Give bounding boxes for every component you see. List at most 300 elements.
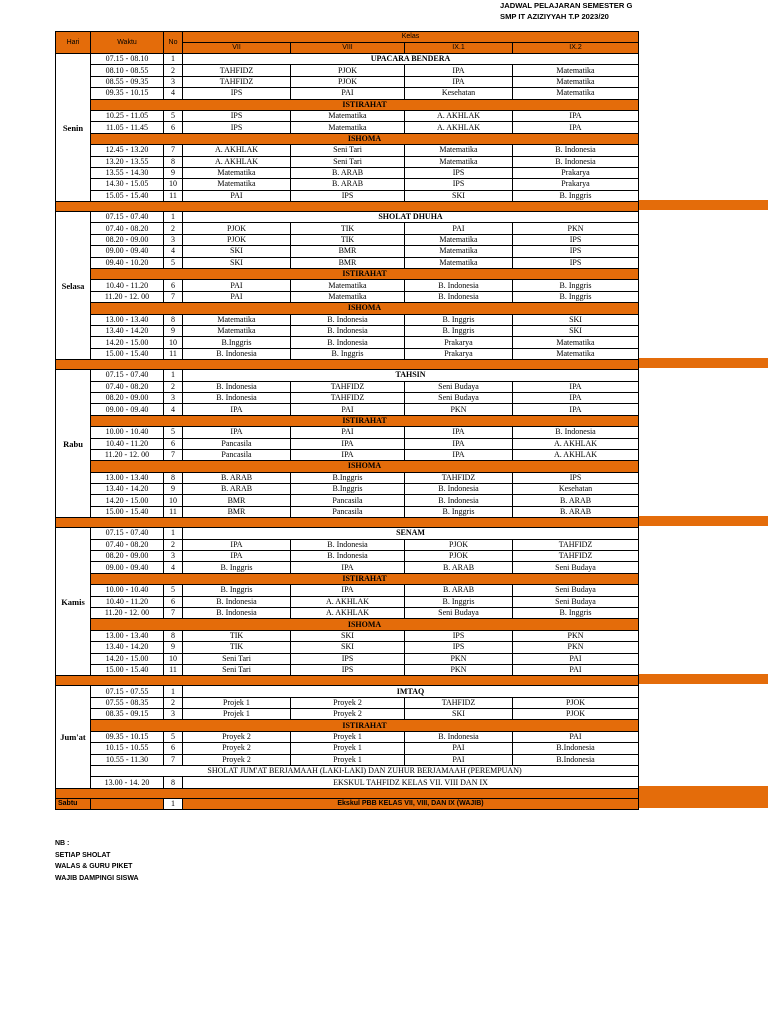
subject-cell: IPS — [513, 472, 639, 483]
period-number: 5 — [164, 257, 183, 268]
time-cell: 12.45 - 13.20 — [91, 145, 164, 156]
subject-cell: A. AKHLAK — [291, 596, 405, 607]
subject-cell: B. ARAB — [513, 506, 639, 517]
time-cell: 07.55 - 08.35 — [91, 697, 164, 708]
subject-cell: A. AKHLAK — [513, 449, 639, 460]
header-waktu: Waktu — [91, 32, 164, 54]
schedule-row — [56, 257, 639, 268]
subject-cell: IPA — [405, 65, 513, 76]
day-name: Rabu — [56, 370, 91, 518]
subject-cell: Seni Budaya — [513, 585, 639, 596]
subject-cell: PJOK — [291, 65, 405, 76]
subject-cell: Matematika — [183, 314, 291, 325]
subject-cell: BMR — [291, 246, 405, 257]
subject-cell: IPS — [513, 234, 639, 245]
schedule-row — [56, 596, 639, 607]
subject-cell: IPS — [405, 179, 513, 190]
time-cell: 13.00 - 13.40 — [91, 630, 164, 641]
note-line: WALAS & GURU PIKET — [55, 863, 133, 870]
prayer-note: SHOLAT JUM'AT BERJAMAAH (LAKI-LAKI) DAN ZUHUR BERJAMAAH (PEREMPUAN) — [91, 766, 639, 777]
subject-cell: BMR — [291, 257, 405, 268]
subject-cell: Matematika — [513, 88, 639, 99]
schedule-row — [56, 697, 639, 708]
period-number: 7 — [164, 291, 183, 302]
schedule-row — [56, 539, 639, 550]
document-title — [500, 0, 768, 22]
break-row — [56, 461, 639, 472]
schedule-row — [56, 325, 639, 336]
schedule-row — [56, 280, 639, 291]
period-number: 8 — [164, 630, 183, 641]
subject-cell: IPA — [513, 110, 639, 121]
subject-cell: Matematika — [513, 337, 639, 348]
schedule-row — [56, 314, 639, 325]
schedule-row — [56, 381, 639, 392]
subject-cell: Matematika — [291, 291, 405, 302]
schedule-row — [56, 223, 639, 234]
subject-cell: Prakarya — [513, 179, 639, 190]
schedule-row — [56, 743, 639, 754]
subject-cell: Matematika — [513, 348, 639, 359]
time-cell: 10.40 - 11.20 — [91, 438, 164, 449]
time-cell: 15.00 - 15.40 — [91, 506, 164, 517]
subject-cell: IPA — [405, 427, 513, 438]
subject-cell: SKI — [513, 325, 639, 336]
schedule-row — [56, 472, 639, 483]
subject-cell: TIK — [291, 223, 405, 234]
subject-cell: Seni Tari — [183, 653, 291, 664]
time-cell: 10.55 - 11.30 — [91, 754, 164, 765]
break-label: ISHOMA — [91, 133, 639, 144]
time-cell: 13.00 - 14. 20 — [91, 777, 164, 788]
schedule-row — [56, 234, 639, 245]
event-cell: UPACARA BENDERA — [183, 54, 639, 65]
period-number: 5 — [164, 585, 183, 596]
day-name: Selasa — [56, 212, 91, 360]
subject-cell: IPA — [513, 404, 639, 415]
subject-cell: B. Inggris — [405, 506, 513, 517]
time-cell: 14.20 - 15.00 — [91, 337, 164, 348]
time-cell: 09.00 - 09.40 — [91, 562, 164, 573]
subject-cell: IPS — [405, 167, 513, 178]
day-name: Sabtu — [56, 798, 91, 809]
subject-cell: B.Inggris — [291, 484, 405, 495]
subject-cell: PKN — [513, 642, 639, 653]
schedule-row — [56, 110, 639, 121]
note-row — [56, 766, 639, 777]
subject-cell: TAHFIDZ — [291, 381, 405, 392]
event-cell: SENAM — [183, 528, 639, 539]
schedule-row — [56, 156, 639, 167]
period-number: 5 — [164, 731, 183, 742]
event-cell: SHOLAT DHUHA — [183, 212, 639, 223]
subject-cell: TIK — [183, 630, 291, 641]
time-cell: 13.40 - 14.20 — [91, 642, 164, 653]
period-number: 6 — [164, 122, 183, 133]
schedule-row — [56, 754, 639, 765]
separator-bar — [56, 360, 639, 370]
subject-cell: IPA — [513, 122, 639, 133]
schedule-row — [56, 246, 639, 257]
subject-cell: PAI — [405, 743, 513, 754]
subject-cell: PJOK — [405, 551, 513, 562]
note-line: WAJIB DAMPINGI SISWA — [55, 874, 139, 882]
period-number: 9 — [164, 167, 183, 178]
schedule-row — [56, 449, 639, 460]
schedule-row — [56, 551, 639, 562]
schedule-row — [56, 664, 639, 675]
subject-cell: B. Inggris — [513, 280, 639, 291]
subject-cell: B. Inggris — [405, 325, 513, 336]
subject-cell: PAI — [513, 664, 639, 675]
subject-cell: B.Indonesia — [513, 754, 639, 765]
subject-cell: PKN — [405, 664, 513, 675]
subject-cell: Prakarya — [513, 167, 639, 178]
subject-cell: IPS — [513, 257, 639, 268]
period-number: 10 — [164, 653, 183, 664]
period-number: 4 — [164, 404, 183, 415]
schedule-row — [56, 562, 639, 573]
period-number: 1 — [164, 370, 183, 381]
subject-cell: PKN — [513, 223, 639, 234]
subject-cell: B. Indonesia — [513, 427, 639, 438]
subject-cell: Seni Budaya — [405, 381, 513, 392]
subject-cell: PJOK — [405, 539, 513, 550]
time-cell: 07.40 - 08.20 — [91, 539, 164, 550]
time-cell: 13.40 - 14.20 — [91, 484, 164, 495]
time-cell: 08.10 - 08.55 — [91, 65, 164, 76]
time-cell: 10.00 - 10.40 — [91, 427, 164, 438]
subject-cell: Matematika — [513, 76, 639, 87]
header-class: IX.1 — [405, 43, 513, 54]
schedule-row — [56, 777, 639, 788]
subject-cell: PJOK — [183, 223, 291, 234]
schedule-row — [56, 731, 639, 742]
subject-cell: B.Indonesia — [513, 743, 639, 754]
schedule-row — [56, 145, 639, 156]
schedule-row — [56, 438, 639, 449]
separator-bar — [56, 788, 639, 798]
period-number: 10 — [164, 179, 183, 190]
subject-cell: IPA — [513, 392, 639, 403]
subject-cell: A. AKHLAK — [405, 122, 513, 133]
time-cell: 09.00 - 09.40 — [91, 404, 164, 415]
time-cell: 07.40 - 08.20 — [91, 223, 164, 234]
subject-cell: Matematika — [513, 65, 639, 76]
schedule-row — [56, 337, 639, 348]
subject-cell: Pancasila — [183, 449, 291, 460]
time-cell: 09.35 - 10.15 — [91, 88, 164, 99]
subject-cell: IPS — [513, 246, 639, 257]
break-row — [56, 619, 639, 630]
subject-cell: B. ARAB — [405, 562, 513, 573]
time-cell: 08.20 - 09.00 — [91, 392, 164, 403]
schedule-row — [56, 404, 639, 415]
break-label: ISHOMA — [91, 619, 639, 630]
time-cell: 15.05 - 15.40 — [91, 190, 164, 201]
subject-cell: B. Indonesia — [183, 596, 291, 607]
period-number: 8 — [164, 156, 183, 167]
subject-cell: TAHFIDZ — [183, 76, 291, 87]
subject-cell: B. Indonesia — [405, 731, 513, 742]
time-cell: 10.15 - 10.55 — [91, 743, 164, 754]
period-number: 3 — [164, 709, 183, 720]
schedule-row — [56, 528, 639, 539]
subject-cell: A. AKHLAK — [405, 110, 513, 121]
schedule-row — [56, 348, 639, 359]
break-label: ISHOMA — [91, 461, 639, 472]
subject-cell: TAHFIDZ — [513, 551, 639, 562]
separator-bar — [56, 202, 639, 212]
subject-cell: IPA — [183, 427, 291, 438]
subject-cell: B. Indonesia — [513, 145, 639, 156]
subject-cell: Seni Budaya — [513, 562, 639, 573]
subject-cell: Proyek 1 — [291, 731, 405, 742]
subject-cell: Matematika — [291, 280, 405, 291]
subject-cell: PJOK — [291, 76, 405, 87]
period-number: 1 — [164, 798, 183, 809]
schedule-row — [56, 495, 639, 506]
period-number: 7 — [164, 449, 183, 460]
time-cell: 07.15 - 07.40 — [91, 528, 164, 539]
period-number: 7 — [164, 754, 183, 765]
subject-cell: IPA — [291, 438, 405, 449]
break-row — [56, 303, 639, 314]
time-cell: 11.20 - 12. 00 — [91, 607, 164, 618]
break-row — [56, 269, 639, 280]
day-separator — [56, 518, 639, 528]
period-number: 8 — [164, 314, 183, 325]
day-name: Senin — [56, 54, 91, 202]
schedule-row — [56, 506, 639, 517]
subject-cell: IPS — [405, 642, 513, 653]
subject-cell: TAHFIDZ — [183, 65, 291, 76]
subject-cell: Seni Tari — [291, 145, 405, 156]
subject-cell: IPA — [291, 449, 405, 460]
period-number: 9 — [164, 642, 183, 653]
subject-cell: Proyek 2 — [291, 709, 405, 720]
subject-cell: Seni Budaya — [405, 392, 513, 403]
time-cell: 07.15 - 07.40 — [91, 212, 164, 223]
time-cell: 13.00 - 13.40 — [91, 314, 164, 325]
subject-cell: Matematika — [291, 110, 405, 121]
schedule-table — [55, 31, 639, 810]
day-separator — [56, 360, 639, 370]
period-number: 4 — [164, 246, 183, 257]
subject-cell: Kesehatan — [405, 88, 513, 99]
subject-cell: IPS — [405, 630, 513, 641]
schedule-row — [56, 54, 639, 65]
schedule-row — [56, 653, 639, 664]
time-cell: 11.20 - 12. 00 — [91, 449, 164, 460]
subject-cell: IPA — [291, 585, 405, 596]
subject-cell: Proyek 1 — [291, 754, 405, 765]
time-cell: 14.20 - 15.00 — [91, 495, 164, 506]
schedule-row — [56, 642, 639, 653]
subject-cell: B. Inggris — [513, 607, 639, 618]
period-number: 11 — [164, 664, 183, 675]
event-cell: Ekskul PBB KELAS VII, VIII, DAN IX (WAJIB) — [183, 798, 639, 809]
subject-cell: B. Inggris — [513, 190, 639, 201]
subject-cell: B. Indonesia — [405, 495, 513, 506]
schedule-row — [56, 686, 639, 697]
break-label: ISTIRAHAT — [91, 573, 639, 584]
time-cell: 13.00 - 13.40 — [91, 472, 164, 483]
subject-cell: A. AKHLAK — [291, 607, 405, 618]
period-number: 11 — [164, 190, 183, 201]
separator-extension — [639, 358, 768, 368]
separator-extension — [639, 786, 768, 796]
subject-cell: SKI — [183, 246, 291, 257]
subject-cell: Matematika — [405, 234, 513, 245]
period-number: 6 — [164, 280, 183, 291]
period-number: 2 — [164, 65, 183, 76]
subject-cell: B. Inggris — [183, 562, 291, 573]
subject-cell: Seni Tari — [291, 156, 405, 167]
subject-cell: PAI — [183, 291, 291, 302]
period-number: 9 — [164, 484, 183, 495]
period-number: 1 — [164, 54, 183, 65]
time-cell: 07.15 - 08.10 — [91, 54, 164, 65]
time-cell: 10.40 - 11.20 — [91, 596, 164, 607]
header-class: VII — [183, 43, 291, 54]
schedule-row — [56, 167, 639, 178]
subject-cell: IPS — [183, 110, 291, 121]
schedule-row — [56, 76, 639, 87]
subject-cell: B. Indonesia — [291, 325, 405, 336]
period-number: 7 — [164, 607, 183, 618]
subject-cell: Proyek 2 — [183, 731, 291, 742]
schedule-row — [56, 392, 639, 403]
break-row — [56, 573, 639, 584]
schedule-row — [56, 484, 639, 495]
subject-cell: TAHFIDZ — [405, 697, 513, 708]
subject-cell: Matematika — [183, 167, 291, 178]
time-cell: 11.05 - 11.45 — [91, 122, 164, 133]
subject-cell: B. Indonesia — [291, 539, 405, 550]
period-number: 5 — [164, 110, 183, 121]
subject-cell: TIK — [291, 234, 405, 245]
subject-cell: TAHFIDZ — [405, 472, 513, 483]
subject-cell: PAI — [291, 88, 405, 99]
schedule-row — [56, 65, 639, 76]
separator-bar — [56, 676, 639, 686]
time-cell: 09.35 - 10.15 — [91, 731, 164, 742]
time-cell: 07.15 - 07.55 — [91, 686, 164, 697]
subject-cell: B. Inggris — [405, 314, 513, 325]
period-number: 2 — [164, 381, 183, 392]
subject-cell: B. Indonesia — [405, 484, 513, 495]
subject-cell: Matematika — [405, 246, 513, 257]
subject-cell: Prakarya — [405, 348, 513, 359]
subject-cell: TIK — [183, 642, 291, 653]
schedule-row — [56, 370, 639, 381]
subject-cell: Proyek 1 — [291, 743, 405, 754]
subject-cell: IPA — [183, 551, 291, 562]
saturday-extension — [639, 796, 768, 807]
subject-cell: IPA — [183, 539, 291, 550]
subject-cell: B. Inggris — [291, 348, 405, 359]
subject-cell: IPA — [513, 381, 639, 392]
title-line-2: SMP IT AZIZIYYAH T.P 2023/20 — [500, 12, 609, 21]
subject-cell: PAI — [183, 190, 291, 201]
time-cell: 15.00 - 15.40 — [91, 664, 164, 675]
saturday-row — [56, 798, 639, 809]
subject-cell: PAI — [513, 653, 639, 664]
day-separator — [56, 202, 639, 212]
subject-cell: Matematika — [183, 325, 291, 336]
time-cell: 08.20 - 09.00 — [91, 234, 164, 245]
time-cell: 14.20 - 15.00 — [91, 653, 164, 664]
time-cell: 10.00 - 10.40 — [91, 585, 164, 596]
event-cell: EKSKUL TAHFIDZ KELAS VII. VIII DAN IX — [183, 777, 639, 788]
time-cell: 10.25 - 11.05 — [91, 110, 164, 121]
period-number: 10 — [164, 495, 183, 506]
subject-cell: BMR — [183, 495, 291, 506]
schedule-row — [56, 630, 639, 641]
break-row — [56, 99, 639, 110]
subject-cell: PJOK — [513, 709, 639, 720]
schedule-row — [56, 291, 639, 302]
break-label: ISTIRAHAT — [91, 720, 639, 731]
subject-cell: TAHFIDZ — [291, 392, 405, 403]
subject-cell: BMR — [183, 506, 291, 517]
subject-cell: SKI — [405, 190, 513, 201]
note-line: SETIAP SHOLAT — [55, 851, 111, 859]
subject-cell: A. AKHLAK — [183, 156, 291, 167]
subject-cell: B. ARAB — [291, 167, 405, 178]
time-cell: 11.20 - 12. 00 — [91, 291, 164, 302]
schedule-row — [56, 607, 639, 618]
break-row — [56, 415, 639, 426]
subject-cell: PKN — [513, 630, 639, 641]
period-number: 6 — [164, 438, 183, 449]
subject-cell: PJOK — [513, 697, 639, 708]
break-row — [56, 133, 639, 144]
period-number: 11 — [164, 348, 183, 359]
subject-cell: TAHFIDZ — [513, 539, 639, 550]
subject-cell: B. Indonesia — [291, 337, 405, 348]
subject-cell: PAI — [291, 404, 405, 415]
period-number: 6 — [164, 596, 183, 607]
header-row — [56, 32, 639, 43]
schedule-row — [56, 427, 639, 438]
subject-cell: Matematika — [405, 156, 513, 167]
time-cell: 08.55 - 09.35 — [91, 76, 164, 87]
schedule-row — [56, 212, 639, 223]
subject-cell: IPS — [291, 190, 405, 201]
notes-block — [55, 838, 139, 884]
period-number: 3 — [164, 76, 183, 87]
subject-cell: IPS — [291, 653, 405, 664]
subject-cell: B. Indonesia — [291, 551, 405, 562]
subject-cell: B. ARAB — [183, 472, 291, 483]
subject-cell: A. AKHLAK — [183, 145, 291, 156]
schedule-row — [56, 88, 639, 99]
time-cell: 14.30 - 15.05 — [91, 179, 164, 190]
subject-cell: IPA — [291, 562, 405, 573]
subject-cell: Matematika — [183, 179, 291, 190]
period-number: 8 — [164, 472, 183, 483]
day-name: Jum'at — [56, 686, 91, 789]
subject-cell: SKI — [291, 630, 405, 641]
time-cell: 13.20 - 13.55 — [91, 156, 164, 167]
time-cell: 08.35 - 09.15 — [91, 709, 164, 720]
period-number: 9 — [164, 325, 183, 336]
subject-cell: Proyek 2 — [183, 754, 291, 765]
subject-cell: PKN — [405, 404, 513, 415]
time-cell: 07.15 - 07.40 — [91, 370, 164, 381]
